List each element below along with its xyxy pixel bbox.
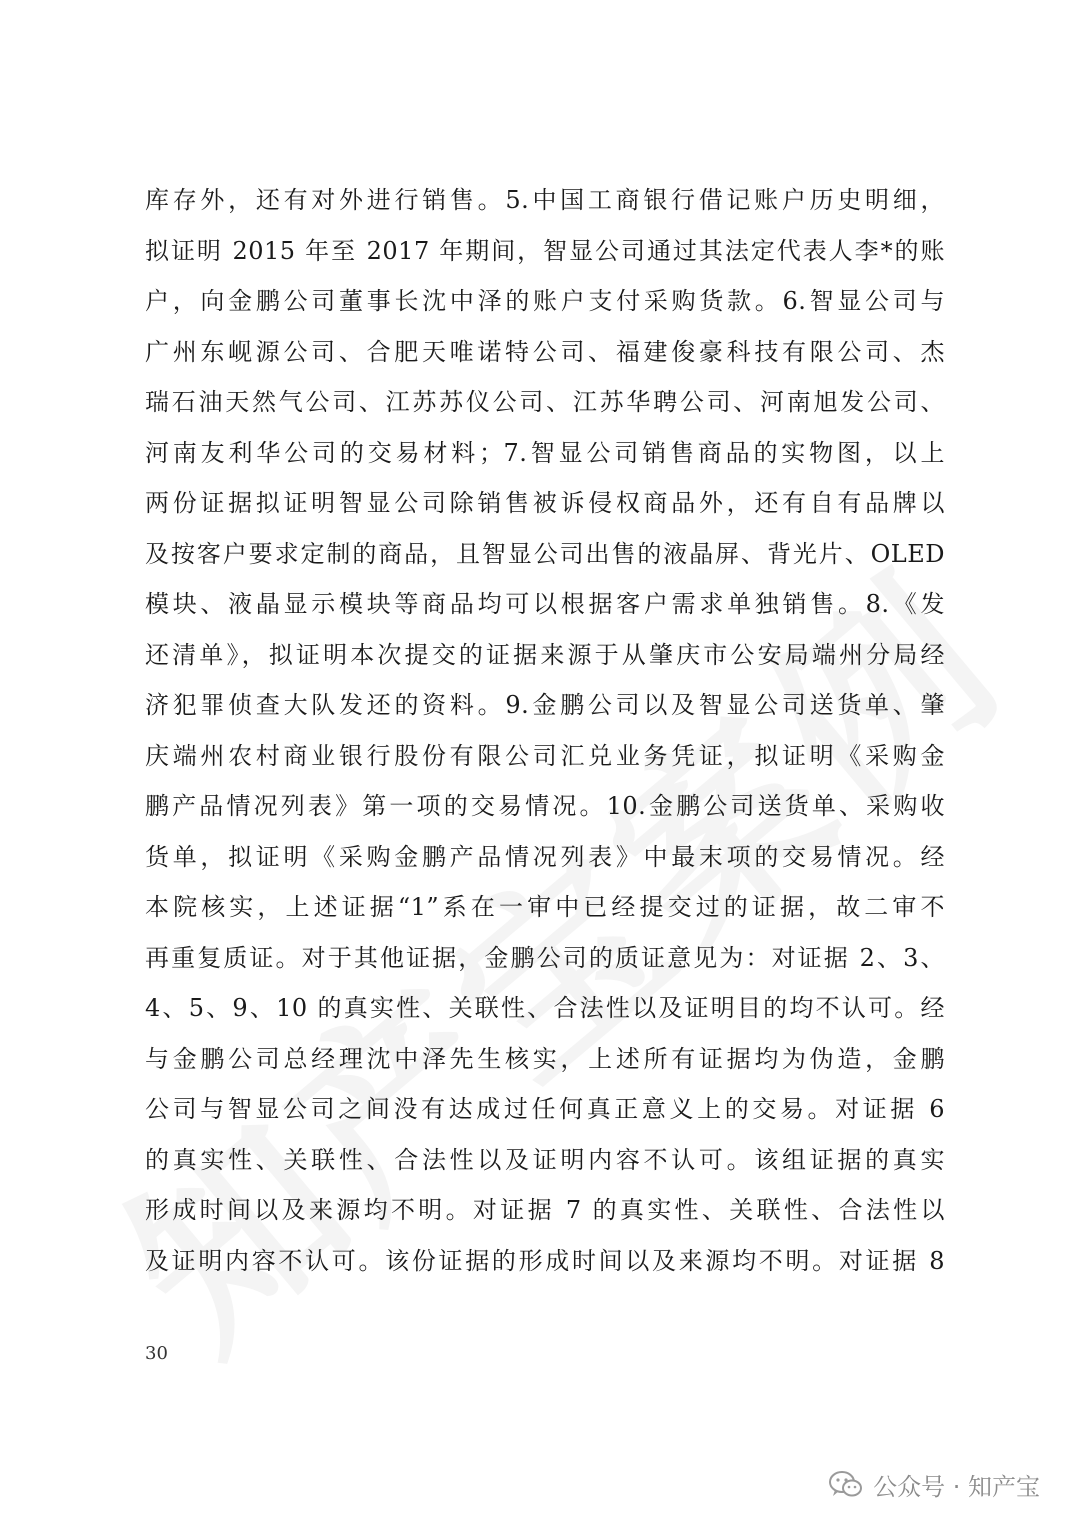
text-line: 庆端州农村商业银行股份有限公司汇兑业务凭证，拟证明《采购金: [145, 741, 945, 770]
text-line: 还清单》，拟证明本次提交的证据来源于从肇庆市公安局端州分局经: [145, 640, 945, 669]
text-line: 与金鹏公司总经理沈中泽先生核实，上述所有证据均为伪造，金鹏: [145, 1044, 945, 1073]
page-number: 30: [145, 1343, 168, 1364]
text-line: 及证明内容不认可。该份证据的形成时间以及来源均不明。对证据 8: [145, 1246, 945, 1275]
text-line: 瑞石油天然气公司、江苏苏仪公司、江苏华聘公司、河南旭发公司、: [145, 388, 945, 416]
text-line: 及按客户要求定制的商品，且智显公司出售的液晶屏、背光片、OLED: [145, 539, 945, 568]
text-line: 4、5、9、10 的真实性、关联性、合法性以及证明目的均不认可。经: [145, 994, 945, 1022]
text-line: 的真实性、关联性、合法性以及证明内容不认可。该组证据的真实: [145, 1145, 945, 1174]
text-line: 拟证明 2015 年至 2017 年期间，智显公司通过其法定代表人李*的账: [145, 236, 945, 265]
text-line: 货单，拟证明《采购金鹏产品情况列表》中最末项的交易情况。经: [145, 842, 945, 871]
text-line: 河南友利华公司的交易材料；7.智显公司销售商品的实物图，以上: [145, 438, 945, 467]
text-line: 形成时间以及来源均不明。对证据 7 的真实性、关联性、合法性以: [145, 1196, 945, 1224]
text-line: 鹏产品情况列表》第一项的交易情况。10.金鹏公司送货单、采购收: [145, 792, 945, 820]
text-line: 广州东岘源公司、合肥天唯诺特公司、福建俊豪科技有限公司、杰: [145, 337, 945, 366]
footer-attribution[interactable]: [829, 1467, 1040, 1502]
text-line: 模块、液晶显示模块等商品均可以根据客户需求单独销售。8.《发: [145, 590, 945, 618]
text-line: 本院核实，上述证据“1”系在一审中已经提交过的证据，故二审不: [145, 893, 945, 921]
text-line: 公司与智显公司之间没有达成过任何真正意义上的交易。对证据 6: [145, 1095, 945, 1123]
wechat-icon: [829, 1471, 863, 1499]
text-line: 户，向金鹏公司董事长沈中泽的账户支付采购货款。6.智显公司与: [145, 287, 945, 315]
text-line: 库存外，还有对外进行销售。5.中国工商银行借记账户历史明细，: [145, 186, 945, 214]
footer-text: 公众号 · 知产宝: [873, 1473, 1040, 1501]
text-line: 两份证据拟证明智显公司除销售被诉侵权商品外，还有自有品牌以: [145, 489, 945, 517]
document-body: [145, 175, 945, 1286]
text-line: 济犯罪侦查大队发还的资料。9.金鹏公司以及智显公司送货单、肇: [145, 691, 945, 719]
text-line: 再重复质证。对于其他证据，金鹏公司的质证意见为：对证据 2、3、: [145, 943, 945, 972]
